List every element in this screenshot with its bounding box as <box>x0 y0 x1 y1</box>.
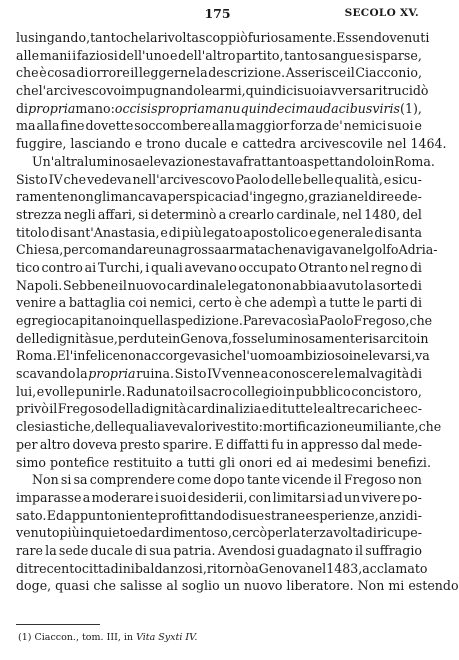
running-head: SECOLO XV. <box>344 7 419 19</box>
footnote <box>18 632 197 643</box>
paragraph <box>16 153 442 471</box>
body-text <box>16 29 459 595</box>
text-line: Napoli. Sebbene il nuovo cardinale legato non abbia avuto la sorte di <box>16 277 422 293</box>
text-line: di propria mano : occisis propria manu quindecim audacibus viris (1), <box>16 100 422 116</box>
text-line: ma alla fine dovette soccombere alla maggior forza de' nemici suoi e <box>16 118 422 134</box>
text-line: di trecento cittadini baldanzosi, ritornò a Genova nel 1483, acclamato <box>16 560 428 576</box>
text-line: Chiesa, per comandare una grossa armata che navigava nel golfo Adria- <box>16 242 438 258</box>
page-number: 175 <box>204 6 231 21</box>
text-line: lui, e volle punirle. Radunato il sacro collegio in pubblico concistoro, <box>16 383 422 399</box>
text-line: venire a battaglia coi nemici, certo è che adempì a tutte le parti di <box>16 295 422 311</box>
text-line: simo pontefice restituito a tutti gli onori ed ai medesimi benefizi. <box>16 454 431 470</box>
text-line: ramente non gli mancava perspicacia d'ingegno, grazia nel dire e de- <box>16 189 422 205</box>
text-line: Sisto IV che vedeva nell'arcivescovo Paolo delle belle qualità, e sicu- <box>16 171 422 187</box>
paragraph <box>16 29 447 153</box>
footnote-rule <box>16 624 100 625</box>
text-line: sato. Ed appunto niente profittando di sue strane esperienze, anzi di- <box>16 507 422 523</box>
text-line: egregio capitano in quella spedizione. Pareva così a Paolo Fregoso, che <box>16 313 433 328</box>
text-line: per altro doveva presto sparire. E diffatti fu in appresso dal mede- <box>16 436 422 452</box>
text-line: privò il Fregoso della dignità cardinalizia e di tutte le altre cariche ec- <box>16 401 422 417</box>
text-line: Un'altra luminosa elevazione stava frattanto aspettandolo in Roma. <box>32 153 435 169</box>
text-line: che è cosa di orrore il leggerne la descrizione. Asserisce il Ciacconio, <box>16 65 422 81</box>
text-line: titolo di sant'Anastasia, e di più legato apostolico e generale di santa <box>16 224 422 240</box>
text-line: Roma. E l'infelice non accorgevasi che l'uomo ambizioso in elevarsi, va <box>16 348 430 364</box>
text-line: clesiastiche, delle quali avevalo rivestito: mortificazione umiliante, che <box>16 419 442 435</box>
text-line: strezza negli affari, si determinò a crearlo cardinale, nel 1480, del <box>16 206 422 222</box>
text-line: lusingando, tanto che la rivolta scoppiò furiosamente. Essendo venuti <box>16 30 430 45</box>
footnote-text: (1) Ciaccon., tom. III, in <box>18 632 134 643</box>
text-line: imparasse a moderare i suoi desiderii, con limitarsi ad un vivere po- <box>16 489 422 505</box>
text-line: doge, quasi che salisse al soglio un nuovo liberatore. Non mi estendo <box>16 578 459 594</box>
page-header <box>0 6 435 24</box>
text-line: venuto più inquieto ed ardimentoso, cercò per la terza volta di ricupe- <box>16 525 422 541</box>
text-line: che l'arcivescovo impugnando le armi, quindici suoi avversari trucidò <box>16 83 429 99</box>
text-line: alle mani i faziosi dell'uno e dell'altro partito, tanto sangue si sparse, <box>16 47 422 63</box>
paragraph <box>16 471 459 595</box>
text-line: rare la sede ducale di sua patria. Avendosi guadagnato il suffragio <box>16 542 422 558</box>
text-line: delle dignità sue, perdute in Genova, fosse luminosamente risarcito in <box>16 330 429 346</box>
text-line: scavando la propria ruina. Sisto IV venne a conoscere le malvagità di <box>16 366 422 382</box>
footnote-italic: Vita Syxti IV. <box>136 632 198 643</box>
text-line: fuggire, lasciando e trono ducale e cattedra arcivescovile nel 1464. <box>16 136 447 152</box>
text-line: Non si sa comprendere come dopo tante vicende il Fregoso non <box>32 472 422 488</box>
text-line: tico contro ai Turchi, i quali avevano occupato Otranto nel regno di <box>16 259 422 275</box>
